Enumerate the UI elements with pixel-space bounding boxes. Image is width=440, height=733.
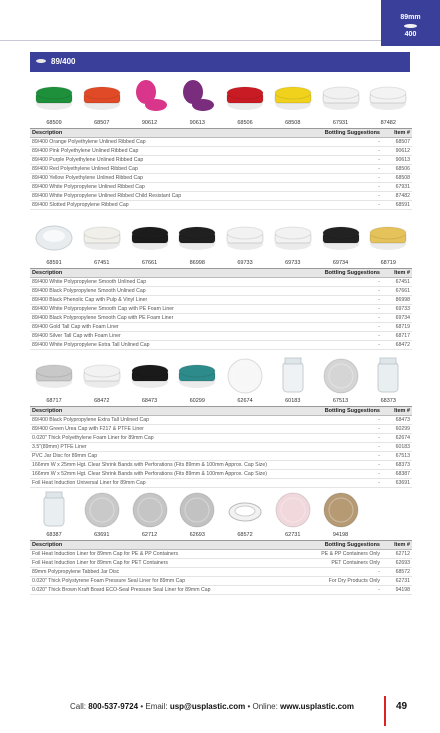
col-description: Description: [30, 269, 288, 278]
page-divider: [384, 696, 386, 726]
row-item-number: 62712: [382, 550, 412, 559]
product-table: [30, 268, 412, 350]
size-tab: [381, 0, 440, 46]
row-description: 89/400 White Polypropylene Extra Tall Unlined Cap: [30, 341, 288, 350]
product-number: 86998: [189, 260, 205, 266]
row-item-number: 68591: [382, 201, 412, 210]
online-label: Online:: [252, 702, 278, 711]
col-description: Description: [30, 541, 288, 550]
product-image: [177, 490, 217, 530]
row-description: 89/400 Yellow Polyethylene Unlined Ribbed Cap: [30, 174, 288, 183]
row-suggestion: -: [288, 568, 382, 577]
table-row[interactable]: [30, 183, 412, 192]
row-item-number: 90612: [382, 147, 412, 156]
row-item-number: 63691: [382, 479, 412, 488]
product-number: 90612: [141, 120, 158, 126]
row-description: 89/400 White Polypropylene Smooth Cap with PE Foam Liner: [30, 305, 288, 314]
product-number: 68387: [46, 532, 62, 538]
table-row[interactable]: [30, 323, 412, 332]
row-item-number: 68507: [382, 138, 412, 147]
row-suggestion: -: [288, 341, 382, 350]
product-image: [225, 356, 265, 396]
product-image: [130, 356, 170, 396]
row-suggestion: -: [288, 452, 382, 461]
table-row[interactable]: [30, 479, 412, 488]
row-item-number: 62731: [382, 577, 412, 586]
col-item: Item #: [382, 129, 412, 138]
product-image: [82, 218, 122, 258]
row-suggestion: -: [288, 296, 382, 305]
row-item-number: 68719: [382, 323, 412, 332]
row-suggestion: -: [288, 192, 382, 201]
product-image: [177, 218, 217, 258]
row-suggestion: -: [288, 425, 382, 434]
product-image: [273, 78, 313, 118]
product-image: [368, 356, 408, 396]
col-bottling: Bottling Suggestions: [288, 269, 382, 278]
separator: •: [247, 702, 251, 711]
row-description: 89/400 Red Polyethylene Unlined Ribbed Cap: [30, 165, 288, 174]
table-row[interactable]: [30, 332, 412, 341]
row-suggestion: -: [288, 165, 382, 174]
product-image: [273, 356, 313, 396]
col-bottling: Bottling Suggestions: [288, 407, 382, 416]
table-row[interactable]: [30, 296, 412, 305]
table-row[interactable]: [30, 174, 412, 183]
col-item: Item #: [382, 541, 412, 550]
table-row[interactable]: [30, 461, 412, 470]
product-number: 68472: [94, 398, 110, 404]
row-description: 0.020" Thick Polyethylene Foam Liner for 89mm Cap: [30, 434, 288, 443]
col-description: Description: [30, 407, 288, 416]
row-item-number: 68472: [382, 341, 412, 350]
row-description: 89/400 Silver Tall Cap with Foam Liner: [30, 332, 288, 341]
row-description: Foil Heat Induction Liner for 89mm Cap for PE & PP Containers: [30, 550, 288, 559]
product-number: 67661: [141, 260, 158, 266]
product-image-row: [30, 356, 412, 404]
row-item-number: 68506: [382, 165, 412, 174]
row-item-number: 90613: [382, 156, 412, 165]
row-suggestion: -: [288, 305, 382, 314]
product-number: 60299: [189, 398, 205, 404]
row-suggestion: -: [288, 416, 382, 425]
product-number: 67931: [332, 120, 349, 126]
row-description: 89/400 White Polypropylene Smooth Unlined Cap: [30, 278, 288, 287]
row-description: 89/400 Pink Polyethylene Unlined Ribbed Cap: [30, 147, 288, 156]
table-row[interactable]: [30, 201, 412, 210]
product-number: 67451: [94, 260, 110, 266]
table-row[interactable]: [30, 138, 412, 147]
product-image: [177, 356, 217, 396]
product-number: 68591: [46, 260, 62, 266]
row-item-number: 67513: [382, 452, 412, 461]
row-description: 89/400 White Polypropylene Unlined Ribbed Child Resistant Cap: [30, 192, 288, 201]
row-item-number: 68473: [382, 416, 412, 425]
row-item-number: 60299: [382, 425, 412, 434]
section-banner: [30, 52, 410, 72]
row-description: 89/400 Gold Tall Cap with Foam Liner: [30, 323, 288, 332]
row-suggestion: PE & PP Containers Only: [288, 550, 382, 559]
table-row[interactable]: [30, 147, 412, 156]
product-number: 90613: [189, 120, 205, 126]
table-header: [30, 269, 412, 278]
product-image: [321, 78, 361, 118]
product-image: [34, 490, 74, 530]
product-number: 68508: [285, 120, 301, 126]
product-number: 67513: [332, 398, 349, 404]
row-description: 89/400 Purple Polyethylene Unlined Ribbed Cap: [30, 156, 288, 165]
row-description: PVC Jar Disc for 89mm Cap: [30, 452, 288, 461]
row-description: 0.020" Thick Polystyrene Foam Pressure Seal Liner for 89mm Cap: [30, 577, 288, 586]
row-description: 89/400 Black Polypropylene Smooth Unlined Cap: [30, 287, 288, 296]
product-image: [82, 356, 122, 396]
product-image: [368, 218, 408, 258]
product-image: [368, 78, 408, 118]
table-row[interactable]: [30, 287, 412, 296]
row-item-number: 68508: [382, 174, 412, 183]
product-image: [130, 490, 170, 530]
product-number: 69734: [332, 260, 349, 266]
product-section: [30, 490, 412, 538]
product-image: [225, 78, 265, 118]
product-image: [321, 356, 361, 396]
product-image: [273, 218, 313, 258]
product-number: 63691: [94, 532, 110, 538]
product-image: [130, 78, 170, 118]
product-number: 68506: [237, 120, 253, 126]
row-description: 89/400 Black Phenolic Cap with Pulp & Vinyl Liner: [30, 296, 288, 305]
product-number: 68717: [46, 398, 62, 404]
row-description: 89mm Polypropylene Tabbed Jar Disc: [30, 568, 288, 577]
row-description: 89/400 Slotted Polypropylene Ribbed Cap: [30, 201, 288, 210]
row-description: 89/400 Orange Polyethylene Unlined Ribbed Cap: [30, 138, 288, 147]
row-suggestion: -: [288, 278, 382, 287]
row-item-number: 62674: [382, 434, 412, 443]
product-number: 62674: [237, 398, 253, 404]
product-image: [130, 218, 170, 258]
row-item-number: 87482: [382, 192, 412, 201]
product-section: [30, 218, 412, 266]
row-description: Foil Heat Induction Liner for 89mm Cap for PET Containers: [30, 559, 288, 568]
call-label: Call:: [70, 702, 87, 711]
table-row[interactable]: [30, 452, 412, 461]
table-row[interactable]: [30, 305, 412, 314]
product-image: [34, 218, 74, 258]
row-item-number: 68387: [382, 470, 412, 479]
table-row[interactable]: [30, 416, 412, 425]
product-image: [82, 490, 122, 530]
product-number: 68373: [380, 398, 396, 404]
table-row[interactable]: [30, 550, 412, 559]
product-table: [30, 128, 412, 210]
row-item-number: 67931: [382, 183, 412, 192]
product-number: 69733: [237, 260, 253, 266]
product-section: [30, 356, 412, 404]
row-suggestion: -: [288, 443, 382, 452]
product-number: 68572: [237, 532, 253, 538]
cap-icon: [404, 24, 417, 28]
table-row[interactable]: [30, 568, 412, 577]
row-item-number: 86998: [382, 296, 412, 305]
product-image: [225, 218, 265, 258]
product-image: [225, 490, 265, 530]
product-table: [30, 540, 412, 595]
row-description: 0.020" Thick Brown Kraft Board ECO-Seal Pressure Seal Liner for 89mm Cap: [30, 586, 288, 595]
row-suggestion: -: [288, 156, 382, 165]
row-suggestion: -: [288, 586, 382, 595]
row-item-number: 60183: [382, 443, 412, 452]
row-item-number: 68572: [382, 568, 412, 577]
row-description: 89/400 Black Polypropylene Extra Tall Unlined Cap: [30, 416, 288, 425]
row-description: 89/400 Green Urea Cap with F217 & PTFE Liner: [30, 425, 288, 434]
product-number: 68719: [380, 260, 396, 266]
row-suggestion: -: [288, 470, 382, 479]
row-suggestion: -: [288, 314, 382, 323]
row-suggestion: PET Containers Only: [288, 559, 382, 568]
col-bottling: Bottling Suggestions: [288, 129, 382, 138]
email-label: Email:: [145, 702, 168, 711]
product-number: 69733: [285, 260, 301, 266]
tab-code: 400: [404, 31, 417, 38]
row-suggestion: For Dry Products Only: [288, 577, 382, 586]
phone-number[interactable]: 800-537-9724: [88, 702, 139, 711]
table-row[interactable]: [30, 559, 412, 568]
product-image: [273, 490, 313, 530]
product-image: [321, 490, 361, 530]
product-table: [30, 406, 412, 488]
table-row[interactable]: [30, 192, 412, 201]
product-image: [321, 218, 361, 258]
table-row[interactable]: [30, 341, 412, 350]
separator: •: [140, 702, 144, 711]
row-description: 166mm W x 52mm Hgt. Clear Shrink Bands with Perforations (Fits 89mm & 100mm Approx. Cap Size): [30, 470, 288, 479]
row-suggestion: -: [288, 323, 382, 332]
product-image-row: [30, 490, 412, 538]
product-number: 60183: [285, 398, 301, 404]
row-item-number: 67451: [382, 278, 412, 287]
col-item: Item #: [382, 269, 412, 278]
product-number: 62693: [189, 532, 205, 538]
product-image: [82, 78, 122, 118]
product-image-row: [30, 78, 412, 126]
table-row[interactable]: [30, 434, 412, 443]
table-row[interactable]: [30, 443, 412, 452]
col-bottling: Bottling Suggestions: [288, 541, 382, 550]
row-suggestion: -: [288, 287, 382, 296]
row-suggestion: -: [288, 174, 382, 183]
row-description: 3.5"(89mm) PTFE Liner: [30, 443, 288, 452]
table-header: [30, 407, 412, 416]
product-image: [177, 78, 217, 118]
table-row[interactable]: [30, 425, 412, 434]
table-row[interactable]: [30, 586, 412, 595]
row-suggestion: -: [288, 147, 382, 156]
row-item-number: 68373: [382, 461, 412, 470]
row-description: 89/400 Black Polypropylene Smooth Cap with PE Foam Liner: [30, 314, 288, 323]
row-item-number: 69733: [382, 305, 412, 314]
table-row[interactable]: [30, 278, 412, 287]
product-image: [34, 356, 74, 396]
row-description: Foil Heat Induction Universal Liner for 89mm Cap: [30, 479, 288, 488]
row-suggestion: -: [288, 183, 382, 192]
table-row[interactable]: [30, 165, 412, 174]
table-header: [30, 541, 412, 550]
product-number: 62731: [285, 532, 301, 538]
product-number: 94198: [332, 532, 349, 538]
row-item-number: 69734: [382, 314, 412, 323]
product-number: 87482: [380, 120, 396, 126]
row-item-number: 68717: [382, 332, 412, 341]
row-item-number: 62693: [382, 559, 412, 568]
row-item-number: 67661: [382, 287, 412, 296]
row-description: 166mm W x 25mm Hgt. Clear Shrink Bands with Perforations (Fits 89mm & 100mm Approx. Cap Size): [30, 461, 288, 470]
table-row[interactable]: [30, 156, 412, 165]
product-image-row: [30, 218, 412, 266]
product-number: 68473: [141, 398, 158, 404]
product-number: 68509: [46, 120, 62, 126]
row-suggestion: -: [288, 201, 382, 210]
col-item: Item #: [382, 407, 412, 416]
table-row[interactable]: [30, 470, 412, 479]
row-suggestion: -: [288, 461, 382, 470]
table-header: [30, 129, 412, 138]
product-number: 68507: [94, 120, 110, 126]
row-suggestion: -: [288, 138, 382, 147]
product-section: [30, 78, 412, 126]
product-image: [34, 78, 74, 118]
row-suggestion: -: [288, 434, 382, 443]
row-description: 89/400 White Polypropylene Unlined Ribbed Cap: [30, 183, 288, 192]
tab-size: 89mm: [400, 14, 421, 21]
website-link[interactable]: www.usplastic.com: [280, 702, 355, 711]
top-rule: [0, 40, 440, 41]
table-row[interactable]: [30, 314, 412, 323]
page-number: 49: [396, 701, 408, 712]
row-item-number: 94198: [382, 586, 412, 595]
table-row[interactable]: [30, 577, 412, 586]
email-link[interactable]: usp@usplastic.com: [169, 702, 246, 711]
row-suggestion: -: [288, 332, 382, 341]
cap-icon: [36, 59, 46, 63]
product-number: 62712: [141, 532, 158, 538]
row-suggestion: -: [288, 479, 382, 488]
footer-contact: [70, 702, 354, 711]
banner-title: 89/400: [51, 57, 76, 66]
col-description: Description: [30, 129, 288, 138]
